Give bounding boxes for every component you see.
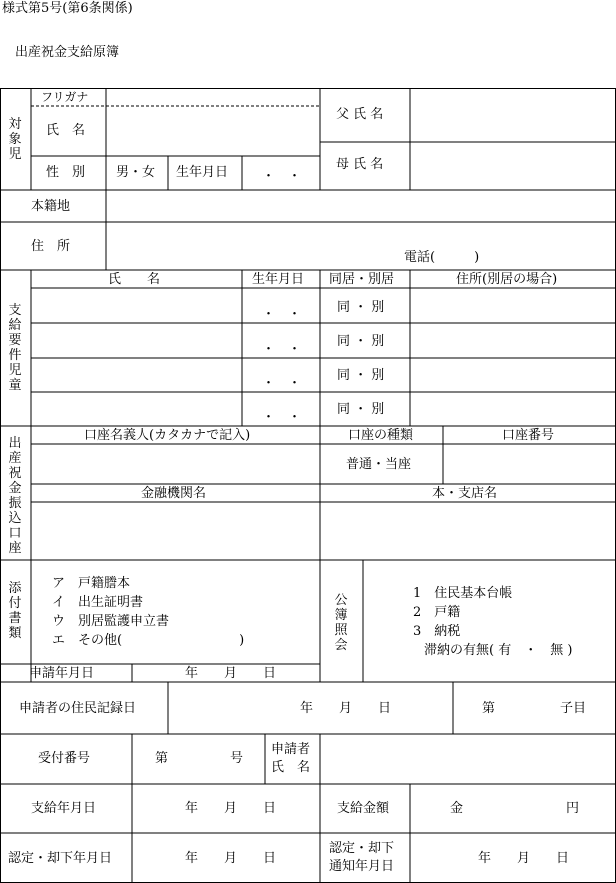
col-birthdate-header: 生年月日: [252, 272, 305, 287]
institution-label: 金融機関名: [141, 486, 207, 501]
row-1-living[interactable]: 同 ・ 別: [337, 300, 385, 315]
account-type-value[interactable]: 普通・当座: [346, 457, 412, 472]
payment-date-label: 支給年月日: [31, 801, 97, 816]
row-3-birthdate-dots[interactable]: ・ ・: [262, 376, 302, 391]
branch-label: 本・支店名: [432, 486, 498, 501]
eligible-children-section-label: 支給要件児童: [8, 303, 22, 393]
row-2-birthdate-dots[interactable]: ・ ・: [262, 342, 302, 357]
arrears-status[interactable]: 滞納の有無( 有 ・ 無 ): [424, 643, 573, 658]
domicile-label: 本籍地: [31, 199, 71, 214]
row-2-living[interactable]: 同 ・ 別: [337, 334, 385, 349]
bank-section-label: 出産祝金振込口座: [8, 436, 22, 556]
col-living-header: 同居・別居: [329, 272, 395, 287]
payment-yen: 円: [566, 801, 580, 816]
mother-name-label: 母 氏 名: [336, 157, 384, 172]
attachments-section-label: 添付書類: [8, 581, 22, 641]
payment-amount-label: 支給金額: [337, 801, 390, 816]
row-4-birthdate-dots[interactable]: ・ ・: [262, 410, 302, 425]
child-order-dai: 第: [482, 701, 496, 716]
resident-record-ymd[interactable]: 年 月 日: [300, 701, 392, 716]
decision-date-ymd[interactable]: 年 月 日: [185, 851, 277, 866]
account-number-label: 口座番号: [502, 428, 555, 443]
sex-value[interactable]: 男・女: [116, 165, 156, 180]
form-number: 様式第5号(第6条関係): [2, 1, 133, 16]
phone-label: 電話( ): [404, 250, 480, 265]
birthdate-dots[interactable]: ・ ・: [262, 169, 302, 184]
account-holder-label: 口座名義人(カタカナで記入): [84, 428, 251, 443]
sex-label: 性 別: [46, 165, 86, 180]
receipt-go: 号: [230, 751, 244, 766]
receipt-number-label: 受付番号: [38, 751, 91, 766]
application-date-ymd[interactable]: 年 月 日: [185, 666, 277, 681]
payment-kin: 金: [450, 801, 464, 816]
public-item-1[interactable]: 1 住民基本台帳: [413, 586, 513, 601]
public-item-3[interactable]: 3 納税: [413, 624, 461, 639]
col-address-header: 住所(別居の場合): [456, 272, 558, 287]
attachment-item-e[interactable]: エ その他( ): [52, 633, 245, 648]
applicant-name-label: 申請者 氏 名: [271, 742, 311, 775]
col-name-header: 氏 名: [108, 272, 161, 287]
notice-date-ymd[interactable]: 年 月 日: [478, 851, 570, 866]
resident-record-label: 申請者の住民記録日: [19, 701, 137, 716]
page-title: 出産祝金支給原簿: [15, 45, 120, 60]
address-label: 住 所: [31, 239, 71, 254]
row-4-living[interactable]: 同 ・ 別: [337, 402, 385, 417]
notice-date-label: 認定・却下 通知年月日: [329, 841, 395, 874]
public-records-label: 公簿照会: [334, 593, 348, 653]
decision-date-label: 認定・却下年月日: [8, 851, 113, 866]
public-item-2[interactable]: 2 戸籍: [413, 605, 461, 620]
row-1-birthdate-dots[interactable]: ・ ・: [262, 307, 302, 322]
attachment-item-i[interactable]: イ 出生証明書: [52, 595, 144, 610]
row-3-living[interactable]: 同 ・ 別: [337, 368, 385, 383]
child-order-suffix: 子目: [560, 701, 587, 716]
attachment-item-a[interactable]: ア 戸籍謄本: [52, 576, 131, 591]
payment-date-ymd[interactable]: 年 月 日: [185, 801, 277, 816]
child-name-label: 氏 名: [46, 123, 86, 138]
attachment-item-u[interactable]: ウ 別居監護申立書: [52, 614, 170, 629]
application-date-label: 申請年月日: [29, 666, 95, 681]
receipt-dai: 第: [155, 751, 169, 766]
birthdate-label: 生年月日: [176, 165, 229, 180]
father-name-label: 父 氏 名: [336, 107, 384, 122]
target-child-section-label: 対象児: [8, 117, 22, 162]
account-type-label: 口座の種類: [348, 428, 414, 443]
furigana-label: フリガナ: [41, 90, 89, 104]
